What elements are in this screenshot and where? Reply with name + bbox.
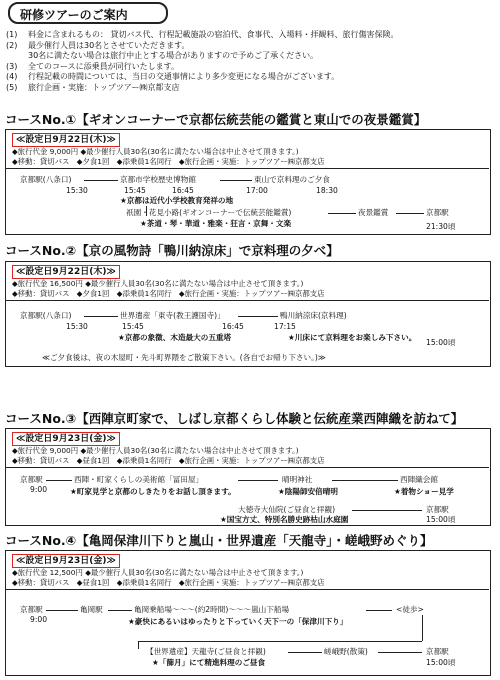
course-4 xyxy=(5,533,495,667)
course-box xyxy=(5,428,491,526)
stop-label: 京都市学校歴史博物館 xyxy=(120,175,196,184)
highlight-note: ★川床にて京料理をお楽しみ下さい。 xyxy=(288,333,417,342)
course-title: コースNo.④【亀岡保津川下りと嵐山・世界遺産「天龍寺」・嵯峨野めぐり】 xyxy=(5,533,433,548)
time-label: 15:30 xyxy=(66,186,88,195)
route-line xyxy=(220,180,252,181)
stop-label: 亀岡乗船場～～～(約2時間)～～～嵐山下船場 xyxy=(134,605,290,614)
route-line xyxy=(138,641,139,649)
stop-label: 京都駅 xyxy=(426,647,449,656)
course-date: ≪設定日9月22日(木)≫ xyxy=(12,133,120,147)
stop-label: 祇園・花見小路(ギオンコーナーで伝統芸能鑑賞) xyxy=(126,208,292,217)
stop-label: 鴨川納涼床(京料理) xyxy=(280,311,347,320)
note-item: 30名に満たない場合は旅行中止とする場合がありますので予めご了承ください。 xyxy=(28,51,319,60)
stop-label: 【世界遺産】天龍寺(ご昼食と拝観) xyxy=(146,647,266,656)
route-line xyxy=(378,652,422,653)
divider xyxy=(6,589,489,590)
course-date: ≪設定日9月23日(金)≫ xyxy=(12,432,120,446)
time-label: 21:30頃 xyxy=(426,222,456,231)
stop-label: 嵯峨野(散策) xyxy=(324,647,368,656)
course-box xyxy=(5,261,491,367)
course-title: コースNo.①【ギオンコーナーで京都伝統芸能の鑑賞と東山での夜景鑑賞】 xyxy=(5,112,427,127)
route-line xyxy=(138,641,422,642)
divider xyxy=(6,300,489,301)
course-date: ≪設定日9月23日(金)≫ xyxy=(12,554,120,568)
course-info: ◆旅行代金 9,000円 ◆最少催行人員30名(30名に満たない場合は中止させて頂きます。) xyxy=(12,446,299,455)
stop-label: 晴明神社 xyxy=(282,475,313,484)
course-2 xyxy=(5,243,495,362)
route-line xyxy=(288,652,322,653)
route-line xyxy=(352,510,422,511)
course-info: ◆移動：貸切バス ◆夕食1回 ◆添乗員1名同行 ◆旅行企画・実施：トップツアー㈱京都支店 xyxy=(12,157,325,166)
time-label: 15:00頃 xyxy=(426,338,456,347)
time-label: 9:00 xyxy=(30,615,48,624)
course-info: ◆旅行代金 9,000円 ◆最少催行人員30名(30名に満たない場合は中止させて頂きます。) xyxy=(12,147,299,156)
highlight-note: ★町家見学と京都のしきたりをお話し頂きます。 xyxy=(70,487,236,496)
course-3 xyxy=(5,411,495,524)
time-label: 15:45 xyxy=(122,322,144,331)
course-date: ≪設定日9月22日(木)≫ xyxy=(12,265,120,279)
note-item: (4) 行程記載の時間については、当日の交通事情により多少変更になる場合がございます。 xyxy=(6,72,340,81)
time-label: 16:45 xyxy=(222,322,244,331)
route-line xyxy=(46,610,78,611)
stop-label: <徒歩> xyxy=(396,605,424,614)
route-line xyxy=(238,480,278,481)
route-line xyxy=(422,615,423,641)
stop-label: 京都駅 xyxy=(426,505,449,514)
time-label: 15:00頃 xyxy=(426,658,456,667)
stop-label: 西陣・町家くらしの美術館「冨田屋」 xyxy=(74,475,204,484)
time-label: 15:00頃 xyxy=(426,515,456,524)
notes-list xyxy=(6,30,494,93)
page-title: 研修ツアーのご案内 xyxy=(8,2,168,24)
time-label: 15:45 xyxy=(124,186,146,195)
note-item: (1) 料金に含まれるもの： 貸切バス代、行程記載施設の宿泊代、食事代、入場料・拝観料、旅行傷害保険。 xyxy=(6,30,399,39)
highlight-note: ★豪快にあるいはゆったりと下っていく天下一の「保津川下り」 xyxy=(128,617,348,626)
route-line xyxy=(238,316,278,317)
time-label: 15:30 xyxy=(66,322,88,331)
note-item: (5) 旅行企画・実施：トップツアー㈱京都支店 xyxy=(6,82,180,92)
course-info: ◆旅行代金 12,500円 ◆最少催行人員30名(30名に満たない場合は中止させて頂きます。) xyxy=(12,568,304,577)
divider xyxy=(6,467,489,468)
time-label: 18:30 xyxy=(316,186,338,195)
course-box xyxy=(5,550,491,676)
highlight-note: ★京都の象徴、木造最大の五重塔 xyxy=(118,333,232,342)
route-line xyxy=(328,213,356,214)
stop-label: 西陣織会館 xyxy=(400,475,438,484)
stop-label: 京都駅 xyxy=(20,475,43,484)
course-info: ◆移動：貸切バス ◆昼食1回 ◆添乗員1名同行 ◆旅行企画・実施：トップツアー㈱京都支店 xyxy=(12,456,325,465)
route-line xyxy=(84,180,118,181)
route-line xyxy=(396,213,424,214)
stop-label: 京都駅 xyxy=(426,208,449,217)
time-label: 9:00 xyxy=(30,485,48,494)
course-1 xyxy=(5,112,495,231)
route-line xyxy=(108,610,132,611)
divider xyxy=(6,168,489,169)
highlight-note: ★陰陽師安倍晴明 xyxy=(278,487,338,496)
course-info: ◆移動：貸切バス ◆昼食1回 ◆添乗員1名同行 ◆旅行企画・実施：トップツアー㈱京都支店 xyxy=(12,578,325,587)
stop-label: 京都駅(八条口) xyxy=(20,175,72,184)
time-label: 17:15 xyxy=(274,322,296,331)
route-line xyxy=(84,316,118,317)
stop-label: 大徳寺大仙院(ご昼食と拝観) xyxy=(238,505,336,514)
route-line xyxy=(332,480,398,481)
course-info: ◆移動：貸切バス ◆夕食1回 ◆添乗員1名同行 ◆旅行企画・実施：トップツアー㈱京都支店 xyxy=(12,289,325,298)
highlight-note: ★茶道・琴・華道・雅楽・狂言・京舞・文楽 xyxy=(140,219,292,228)
course-title: コースNo.③【西陣京町家で、しばし京都くらし体験と伝統産業西陣織を訪ねて】 xyxy=(5,411,464,426)
course-footnote: ≪ご夕食後は、夜の木屋町・先斗町界隈をご散策下さい。(各自でお帰り下さい。)≫ xyxy=(42,353,326,362)
stop-label: 亀岡駅 xyxy=(80,605,103,614)
time-label: 16:45 xyxy=(172,186,194,195)
highlight-note: ★国宝方丈、特別名勝史跡枯山水庭園 xyxy=(220,515,349,524)
highlight-note: ★「篩月」にて精進料理のご昼食 xyxy=(152,658,266,667)
note-item: (3) 全てのコースに添乗員が同行いたします。 xyxy=(6,61,179,71)
stop-label: 世界遺産「東寺(教王護国寺)」 xyxy=(120,311,225,320)
stop-label: 京都駅(八条口) xyxy=(20,311,72,320)
course-box xyxy=(5,129,491,235)
note-item: (2) 最少催行人員は30名とさせていただきます。 xyxy=(6,40,190,50)
course-info: ◆旅行代金 16,500円 ◆最少催行人員30名(30名に満たない場合は中止させて頂きます。) xyxy=(12,279,304,288)
stop-label: 東山で京料理のご夕食 xyxy=(254,175,330,184)
route-line xyxy=(366,610,392,611)
route-line xyxy=(46,480,72,481)
highlight-note: ★着物ショー見学 xyxy=(394,487,454,496)
stop-label: 夜景鑑賞 xyxy=(358,208,389,217)
time-label: 17:00 xyxy=(246,186,268,195)
highlight-note: ★京都は近代小学校教育発祥の地 xyxy=(120,196,234,205)
stop-label: 京都駅 xyxy=(20,605,43,614)
course-title: コースNo.②【京の風物詩「鴨川納涼床」で京料理の夕べ】 xyxy=(5,243,339,258)
